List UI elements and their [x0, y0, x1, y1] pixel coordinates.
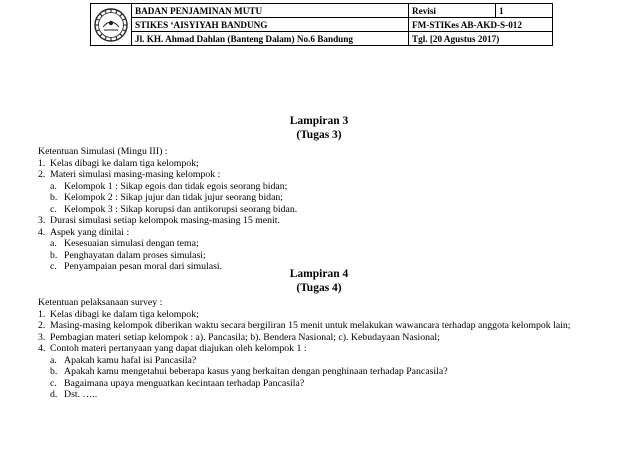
institution-logo-icon: [93, 7, 129, 43]
list-item: 3. Durasi simulasi setiap kelompok masing-masing 15 menit.: [38, 215, 280, 226]
list-item: 4. Contoh materi pertanyaan yang dapat diajukan oleh kelompok 1 :: [38, 343, 307, 354]
sub-list-item: a. Kelompok 1 : Sikap egois dan tidak egois seorang bidan;: [50, 180, 288, 192]
sub-list-item: b. Penghayatan dalam proses simulasi;: [50, 249, 206, 261]
list-item: 2. Masing-masing kelompok diberikan waktu secara bergiliran 15 menit untuk melakukan wawancara terhadap anggota kelompok lain;: [38, 320, 571, 331]
org-line1: BADAN PENJAMINAN MUTU: [132, 4, 409, 18]
list-item: 1. Kelas dibagi ke dalam tiga kelompok;: [38, 157, 199, 169]
lampiran4-intro: Ketentuan pelaksanaan survey :: [38, 297, 163, 308]
sub-list-item: d. Dst. …..: [50, 389, 98, 400]
document-date: Tgl. [20 Agustus 2017): [409, 32, 553, 46]
revisi-value: 1: [496, 4, 553, 18]
org-line3: Jl. KH. Ahmad Dahlan (Banteng Dalam) No.6 Bandung: [132, 32, 409, 46]
lampiran3-section: [38, 146, 297, 273]
list-item: 3. Pembagian materi setiap kelompok : a). Pancasila; b). Bendera Nasional; c). Kebudayaan Nasional;: [38, 331, 440, 343]
org-line2: STIKES ‘AISYIYAH BANDUNG: [132, 18, 409, 32]
lampiran3-title: Lampiran 3: [289, 115, 349, 127]
sub-list-item: b. Apakah kamu mengetahui beberapa kasus yang berkaitan dengan penghinaan terhadap Pancasila?: [50, 366, 448, 377]
lampiran4-title: Lampiran 4: [289, 268, 349, 280]
sub-list-item: a. Kesesuaian simulasi dengan tema;: [50, 238, 199, 249]
lampiran3-subtitle: (Tugas 3): [296, 129, 342, 141]
sub-list-item: c. Penyampaian pesan moral dari simulasi.: [50, 261, 223, 272]
lampiran4-section: [38, 297, 571, 401]
list-item: 2. Materi simulasi masing-masing kelompok :: [38, 169, 221, 180]
sub-list-item: c. Bagaimana upaya menguatkan kecintaan terhadap Pancasila?: [50, 377, 305, 389]
lampiran3-intro: Ketentuan Simulasi (Mingu III) :: [38, 146, 168, 157]
sub-list-item: a. Apakah kamu hafal isi Pancasila?: [50, 354, 197, 366]
sub-list-item: c. Kelompok 3 : Sikap korupsi dan antikorupsi seorang bidan.: [50, 203, 298, 215]
lampiran4-subtitle: (Tugas 4): [296, 282, 342, 294]
list-item: 4. Aspek yang dinilai :: [38, 226, 130, 238]
document-header: [90, 3, 553, 46]
sub-list-item: b. Kelompok 2 : Sikap jujur dan tidak jujur seorang bidan;: [50, 192, 284, 203]
list-item: 1. Kelas dibagi ke dalam tiga kelompok;: [38, 308, 199, 320]
logo-cell: [91, 4, 132, 46]
form-code: FM-STIKes AB-AKD-S-012: [409, 18, 553, 32]
revisi-label: Revisi: [409, 4, 496, 18]
